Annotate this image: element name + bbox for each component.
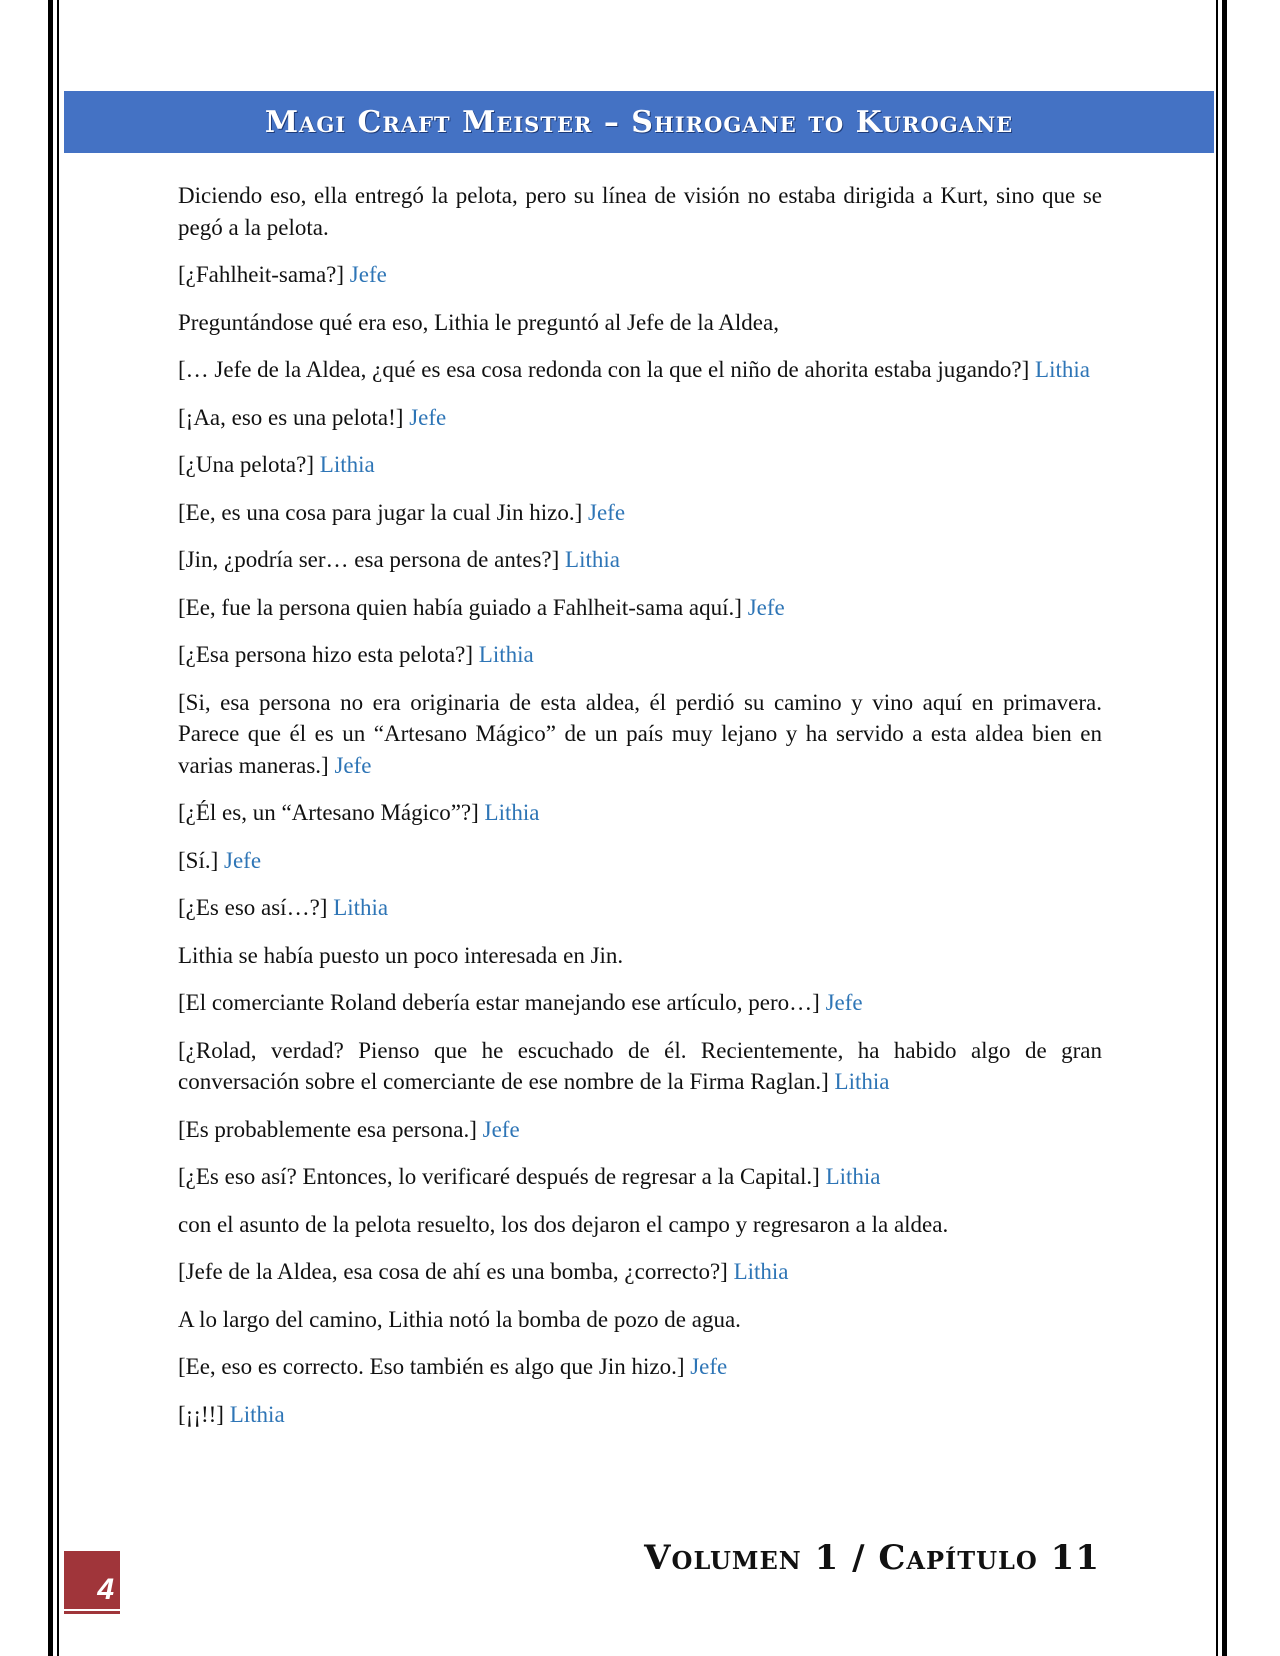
document-body	[178, 180, 1102, 1446]
paragraph	[178, 354, 1102, 386]
paragraph	[178, 449, 1102, 481]
paragraph-text: con el asunto de la pelota resuelto, los dos dejaron el campo y regresaron a la aldea.	[178, 1211, 949, 1237]
speaker-label: Jefe	[825, 990, 863, 1015]
paragraph-text: [Ee, es una cosa para jugar la cual Jin hizo.]	[178, 499, 583, 525]
paragraph-text: [Es probablemente esa persona.]	[178, 1116, 477, 1142]
paragraph	[178, 987, 1102, 1019]
speaker-label: Jefe	[588, 499, 626, 525]
page-number: 4	[97, 1573, 114, 1606]
paragraph	[178, 797, 1102, 829]
speaker-label: Jefe	[482, 1116, 520, 1142]
speaker-label: Jefe	[690, 1354, 728, 1379]
paragraph	[178, 402, 1102, 434]
speaker-label: Lithia	[825, 1164, 881, 1189]
paragraph-text: [¿Una pelota?]	[178, 452, 315, 477]
paragraph-text: Preguntándose qué era eso, Lithia le preguntó al Jefe de la Aldea,	[178, 309, 779, 335]
paragraph	[178, 892, 1102, 924]
speaker-label: Jefe	[334, 752, 372, 778]
paragraph	[178, 307, 1102, 339]
paragraph-text: [¿Es eso así…?]	[178, 895, 328, 920]
paragraph-text: [… Jefe de la Aldea, ¿qué es esa cosa redonda con la que el niño de ahorita estaba jugando?]	[178, 357, 1030, 382]
paragraph-text: [Si, esa persona no era originaria de esta aldea, él perdió su camino y vino aquí en primavera. Parece que él es un “Artesano Mágico” de un país muy lejano y ha servido a esta aldea bien en varias maneras.]	[178, 689, 1102, 778]
paragraph-text: [Ee, fue la persona quien había guiado a Fahlheit-sama aquí.]	[178, 594, 742, 620]
paragraph-text: A lo largo del camino, Lithia notó la bomba de pozo de agua.	[178, 1306, 741, 1332]
paragraph	[178, 1035, 1102, 1098]
paragraph	[178, 1161, 1102, 1193]
paragraph-text: [¿Él es, un “Artesano Mágico”?]	[178, 800, 479, 825]
page-badge-underline	[64, 1611, 120, 1614]
speaker-label: Lithia	[319, 452, 375, 477]
speaker-label: Jefe	[349, 262, 387, 287]
paragraph	[178, 639, 1102, 671]
paragraph-text: [Jin, ¿podría ser… esa persona de antes?]	[178, 547, 560, 572]
paragraph-text: Lithia se había puesto un poco interesada en Jin.	[178, 942, 624, 968]
speaker-label: Lithia	[478, 642, 534, 667]
header-band	[64, 91, 1214, 153]
paragraph	[178, 845, 1102, 877]
paragraph-text: [Jefe de la Aldea, esa cosa de ahí es una bomba, ¿correcto?]	[178, 1259, 728, 1284]
paragraph-text: [¿Esa persona hizo esta pelota?]	[178, 642, 474, 667]
page-border-left-inner	[57, 0, 59, 1656]
speaker-label: Lithia	[229, 1401, 285, 1427]
paragraph	[178, 592, 1102, 624]
paragraph	[178, 1351, 1102, 1383]
paragraph	[178, 1256, 1102, 1288]
speaker-label: Lithia	[834, 1069, 890, 1094]
chapter-title: Volumen 1 / Capítulo 11	[644, 1538, 1100, 1578]
paragraph	[178, 180, 1102, 243]
speaker-label: Jefe	[747, 594, 785, 620]
paragraph-text: [Ee, eso es correcto. Eso también es algo que Jin hizo.]	[178, 1354, 685, 1379]
paragraph-text: [¡Aa, eso es una pelota!]	[178, 404, 404, 430]
paragraph-text: [¡¡!!]	[178, 1401, 224, 1427]
paragraph	[178, 1114, 1102, 1146]
paragraph-text: [¿Fahlheit-sama?]	[178, 262, 345, 287]
paragraph-text: [El comerciante Roland debería estar manejando ese artículo, pero…]	[178, 990, 820, 1015]
paragraph	[178, 1304, 1102, 1336]
speaker-label: Jefe	[224, 847, 262, 873]
speaker-label: Lithia	[333, 895, 389, 920]
paragraph	[178, 687, 1102, 782]
speaker-label: Lithia	[484, 800, 540, 825]
speaker-label: Lithia	[565, 547, 620, 572]
header-title: Magi Craft Meister – Shirogane to Kurogane	[264, 104, 1014, 140]
page-border-right	[1222, 0, 1227, 1656]
page-number-badge	[64, 1551, 120, 1609]
paragraph	[178, 1399, 1102, 1431]
paragraph-text: [¿Rolad, verdad? Pienso que he escuchado de él. Recientemente, ha habido algo de gran conversación sobre el comerciante de ese nombre de la Firma Raglan.]	[178, 1037, 1102, 1094]
speaker-label: Lithia	[733, 1259, 789, 1284]
speaker-label: Jefe	[409, 404, 447, 430]
paragraph	[178, 544, 1102, 576]
paragraph	[178, 259, 1102, 291]
paragraph	[178, 1209, 1102, 1241]
paragraph	[178, 497, 1102, 529]
paragraph-text: Diciendo eso, ella entregó la pelota, pero su línea de visión no estaba dirigida a Kurt, sino que se pegó a la pelota.	[178, 183, 1102, 240]
speaker-label: Lithia	[1035, 357, 1090, 382]
paragraph-text: [Sí.]	[178, 847, 219, 873]
paragraph	[178, 940, 1102, 972]
page-border-right-inner	[1216, 0, 1218, 1656]
page-border-left	[48, 0, 53, 1656]
paragraph-text: [¿Es eso así? Entonces, lo verificaré después de regresar a la Capital.]	[178, 1164, 820, 1189]
